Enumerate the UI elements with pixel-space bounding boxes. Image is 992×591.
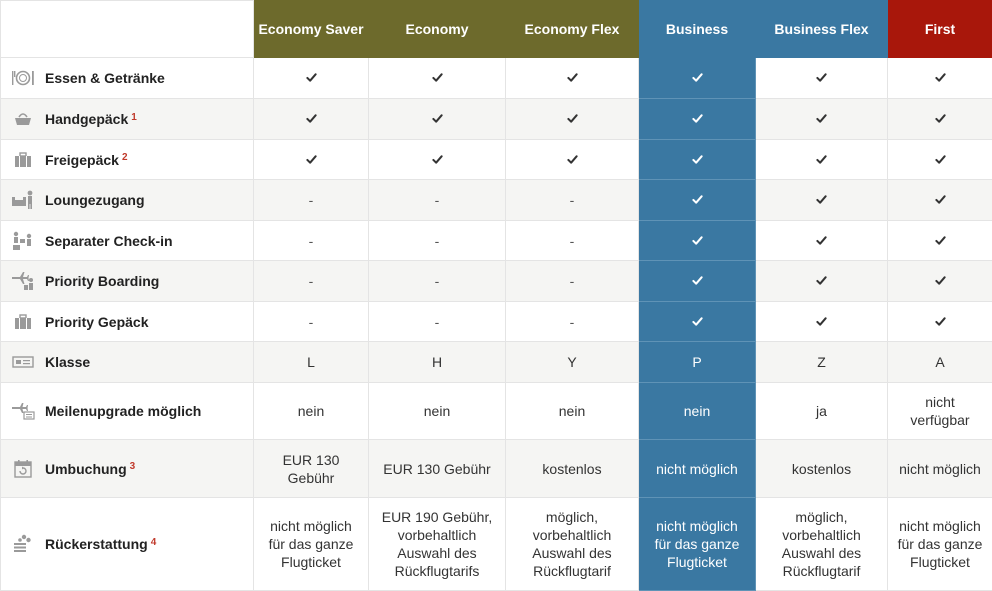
cell-value: nicht möglich für das ganze Flugticket: [888, 517, 992, 571]
dash-value: -: [309, 273, 314, 289]
cell-value: kostenlos: [506, 460, 638, 478]
cell-first: [888, 440, 992, 498]
cell-first: [888, 342, 992, 383]
table-row: [1, 261, 992, 302]
check-icon: [888, 261, 992, 302]
cell-value: nicht möglich für das ganze Flugticket: [254, 517, 368, 571]
row-label-cell: [1, 140, 254, 180]
cutlery-icon: [1, 69, 45, 87]
calendar-change-icon: [1, 459, 45, 479]
table-row: [1, 221, 992, 261]
check-icon: [756, 180, 888, 221]
suitcase-icon: [1, 152, 45, 168]
row-label-cell: [1, 342, 254, 383]
check-icon: [756, 261, 888, 302]
cell-value: möglich, vorbehaltlich Auswahl des Rückflugtarif: [506, 508, 638, 580]
refund-icon: [1, 533, 45, 555]
dash-value: -: [309, 314, 314, 330]
check-icon: [888, 180, 992, 221]
dash-value: -: [309, 192, 314, 208]
cell-value: möglich, vorbehaltlich Auswahl des Rückflugtarif: [756, 508, 887, 580]
header-row: [1, 1, 992, 58]
cell-economy-saver: [254, 342, 369, 383]
cell-business-flex: [756, 342, 888, 383]
check-icon: [888, 221, 992, 261]
table-row: [1, 383, 992, 440]
check-icon: [639, 140, 756, 180]
cell-economy-saver: [254, 440, 369, 498]
column-header-economy-saver: Economy Saver: [254, 1, 369, 58]
cell-first: [888, 498, 992, 591]
ticket-icon: [1, 355, 45, 369]
row-label: Umbuchung: [45, 461, 127, 477]
check-icon: [756, 58, 888, 99]
cell-value: nein: [369, 402, 505, 420]
cell-economy-saver: [254, 302, 369, 342]
check-icon: [369, 58, 506, 99]
cell-economy: [369, 383, 506, 440]
check-icon: [888, 58, 992, 99]
row-label-cell: [1, 302, 254, 342]
table-row: [1, 58, 992, 99]
cell-economy: [369, 221, 506, 261]
dash-value: -: [570, 192, 575, 208]
column-header-business-flex: Business Flex: [756, 1, 888, 58]
row-label-cell: [1, 498, 254, 591]
table-row: [1, 180, 992, 221]
cell-economy-flex: [506, 302, 639, 342]
handbag-icon: [1, 111, 45, 127]
check-icon: [369, 99, 506, 140]
lounge-icon: [1, 190, 45, 210]
check-icon: [756, 99, 888, 140]
column-header-business: Business: [639, 1, 756, 58]
cell-value: nicht möglich: [639, 460, 755, 478]
dash-value: -: [570, 314, 575, 330]
plane-upgrade-icon: [1, 402, 45, 420]
row-label: Meilenupgrade möglich: [45, 403, 201, 419]
row-label-cell: [1, 58, 254, 99]
cell-economy: [369, 498, 506, 591]
table-row: [1, 302, 992, 342]
check-icon: [506, 140, 639, 180]
cell-business: [639, 440, 756, 498]
row-label-cell: [1, 180, 254, 221]
cell-value: nein: [639, 402, 755, 420]
table-row: [1, 498, 992, 591]
check-icon: [639, 58, 756, 99]
column-header-economy-flex: Economy Flex: [506, 1, 639, 58]
check-icon: [639, 302, 756, 342]
check-icon: [369, 140, 506, 180]
dash-value: -: [435, 273, 440, 289]
dash-value: -: [570, 233, 575, 249]
row-label-cell: [1, 99, 254, 140]
cell-economy-flex: [506, 342, 639, 383]
header-spacer: [1, 1, 254, 58]
cell-value: nein: [254, 402, 368, 420]
row-label: Priority Gepäck: [45, 314, 149, 330]
cell-economy-saver: [254, 180, 369, 221]
check-icon: [639, 99, 756, 140]
cell-economy-flex: [506, 383, 639, 440]
row-label-cell: [1, 261, 254, 302]
check-icon: [756, 302, 888, 342]
check-icon: [639, 221, 756, 261]
cell-economy-flex: [506, 498, 639, 591]
cell-value: EUR 190 Gebühr, vorbehaltlich Auswahl des Rückflugtarifs: [369, 508, 505, 580]
footnote-marker: 4: [151, 537, 157, 548]
check-icon: [888, 140, 992, 180]
cell-economy-saver: [254, 498, 369, 591]
cell-economy-flex: [506, 180, 639, 221]
cell-economy-flex: [506, 261, 639, 302]
cell-economy: [369, 440, 506, 498]
cell-value: nicht verfügbar: [888, 393, 992, 429]
cell-value: ja: [756, 402, 887, 420]
row-label-cell: [1, 440, 254, 498]
cell-economy: [369, 261, 506, 302]
cell-value: EUR 130 Gebühr: [254, 451, 368, 487]
dash-value: -: [435, 314, 440, 330]
column-header-first: First: [888, 1, 992, 58]
check-in-icon: [1, 231, 45, 251]
row-label-cell: [1, 383, 254, 440]
row-label: Handgepäck: [45, 111, 128, 127]
row-label: Klasse: [45, 354, 90, 370]
check-icon: [254, 99, 369, 140]
cell-value: L: [254, 353, 368, 371]
cell-economy: [369, 180, 506, 221]
footnote-marker: 2: [122, 152, 128, 163]
cell-business-flex: [756, 440, 888, 498]
cell-value: kostenlos: [756, 460, 887, 478]
row-label: Loungezugang: [45, 192, 145, 208]
column-header-economy: Economy: [369, 1, 506, 58]
cell-business: [639, 342, 756, 383]
check-icon: [756, 140, 888, 180]
cell-value: Z: [756, 353, 887, 371]
cell-value: H: [369, 353, 505, 371]
cell-value: nicht möglich: [888, 460, 992, 478]
cell-value: EUR 130 Gebühr: [369, 460, 505, 478]
cell-economy-flex: [506, 440, 639, 498]
boarding-icon: [1, 271, 45, 291]
table-row: [1, 99, 992, 140]
cell-economy-flex: [506, 221, 639, 261]
table-row: [1, 342, 992, 383]
cell-economy: [369, 302, 506, 342]
check-icon: [888, 99, 992, 140]
cell-value: Y: [506, 353, 638, 371]
cell-economy-saver: [254, 221, 369, 261]
check-icon: [756, 221, 888, 261]
row-label: Essen & Getränke: [45, 70, 165, 86]
check-icon: [888, 302, 992, 342]
cell-economy: [369, 342, 506, 383]
cell-value: P: [639, 353, 755, 371]
footnote-marker: 3: [130, 461, 136, 472]
cell-business-flex: [756, 383, 888, 440]
cell-value: A: [888, 353, 992, 371]
priority-baggage-icon: [1, 314, 45, 330]
check-icon: [506, 58, 639, 99]
cell-economy-saver: [254, 261, 369, 302]
cell-first: [888, 383, 992, 440]
table-row: [1, 140, 992, 180]
dash-value: -: [435, 192, 440, 208]
cell-business-flex: [756, 498, 888, 591]
dash-value: -: [435, 233, 440, 249]
check-icon: [254, 140, 369, 180]
row-label: Separater Check-in: [45, 233, 173, 249]
row-label: Rückerstattung: [45, 536, 148, 552]
cell-value: nein: [506, 402, 638, 420]
cell-business: [639, 498, 756, 591]
cell-business: [639, 383, 756, 440]
check-icon: [506, 99, 639, 140]
dash-value: -: [570, 273, 575, 289]
footnote-marker: 1: [131, 112, 137, 123]
check-icon: [639, 261, 756, 302]
table-row: [1, 440, 992, 498]
cell-economy-saver: [254, 383, 369, 440]
row-label: Priority Boarding: [45, 273, 159, 289]
check-icon: [639, 180, 756, 221]
dash-value: -: [309, 233, 314, 249]
cell-value: nicht möglich für das ganze Flugticket: [639, 517, 755, 571]
row-label: Freigepäck: [45, 152, 119, 168]
row-label-cell: [1, 221, 254, 261]
check-icon: [254, 58, 369, 99]
